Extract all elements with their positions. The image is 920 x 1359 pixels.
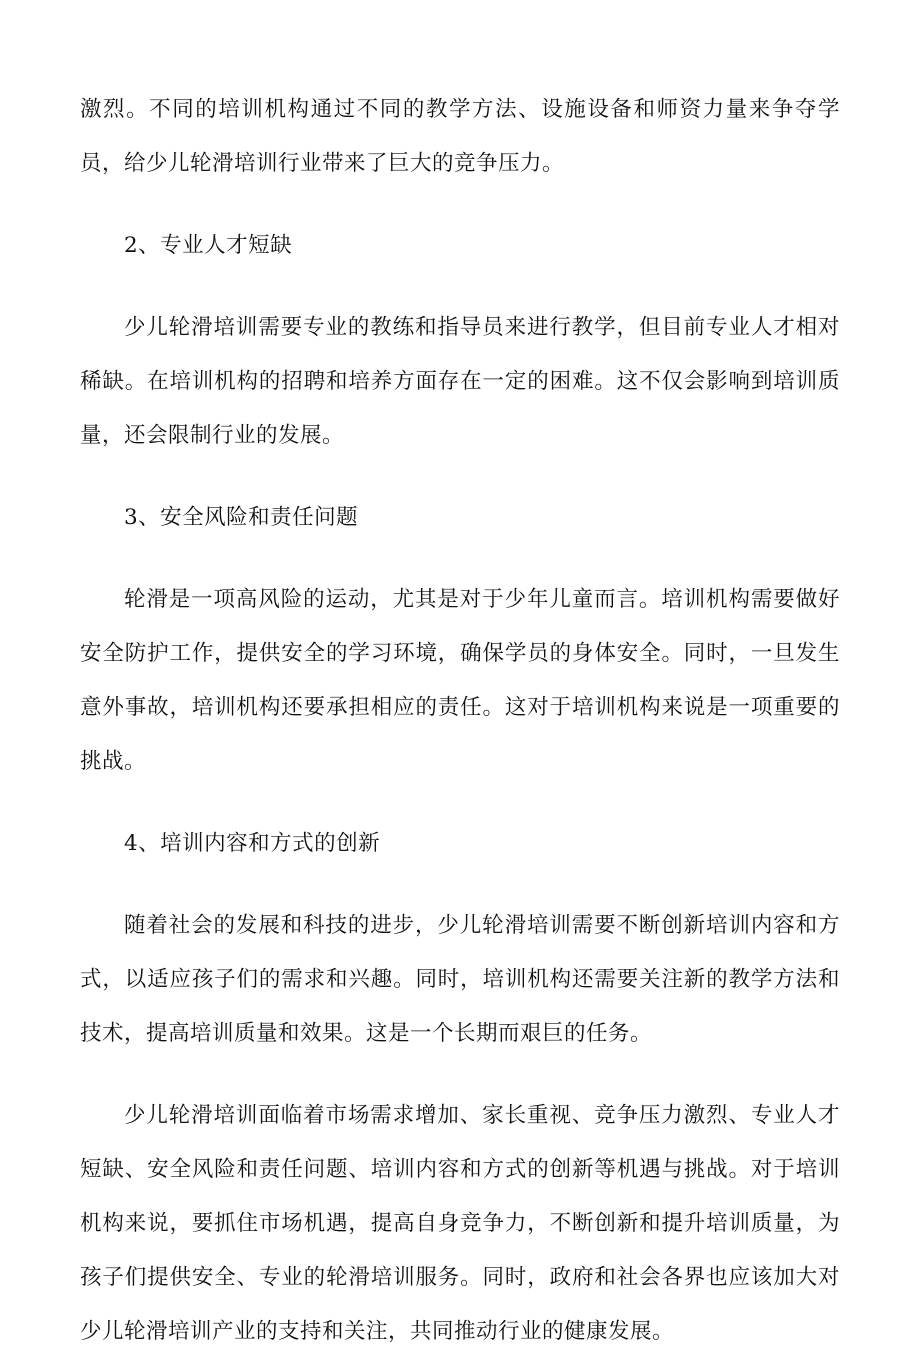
section-body-innovation: 随着社会的发展和科技的进步，少儿轮滑培训需要不断创新培训内容和方式，以适应孩子们的需求和兴趣。同时，培训机构还需要关注新的教学方法和技术，提高培训质量和效果。这是一个长期而艰巨的任务。 bbox=[80, 913, 840, 1046]
document-page bbox=[80, 83, 840, 1359]
section-heading-innovation: 4、培训内容和方式的创新 bbox=[124, 831, 381, 856]
section-body-safety-risk: 轮滑是一项高风险的运动，尤其是对于少年儿童而言。培训机构需要做好安全防护工作，提供安全的学习环境，确保学员的身体安全。同时，一旦发生意外事故，培训机构还要承担相应的责任。这对于培训机构来说是一项重要的挑战。 bbox=[80, 587, 840, 774]
spacer bbox=[80, 871, 840, 899]
spacer bbox=[80, 545, 840, 573]
spacer bbox=[80, 463, 840, 491]
spacer bbox=[80, 191, 840, 219]
section-heading-talent-shortage: 2、专业人才短缺 bbox=[124, 233, 293, 258]
spacer bbox=[80, 1061, 840, 1089]
section-body-talent-shortage: 少儿轮滑培训需要专业的教练和指导员来进行教学，但目前专业人才相对稀缺。在培训机构的招聘和培养方面存在一定的困难。这不仅会影响到培训质量，还会限制行业的发展。 bbox=[80, 315, 840, 448]
conclusion-paragraph: 少儿轮滑培训面临着市场需求增加、家长重视、竞争压力激烈、专业人才短缺、安全风险和责任问题、培训内容和方式的创新等机遇与挑战。对于培训机构来说，要抓住市场机遇，提高自身竞争力，不断创新和提升培训质量，为孩子们提供安全、专业的轮滑培训服务。同时，政府和社会各界也应该加大对少儿轮滑培训产业的支持和关注，共同推动行业的健康发展。 bbox=[80, 1103, 840, 1344]
intro-paragraph: 激烈。不同的培训机构通过不同的教学方法、设施设备和师资力量来争夺学员，给少儿轮滑培训行业带来了巨大的竞争压力。 bbox=[80, 97, 840, 176]
section-heading-safety-risk: 3、安全风险和责任问题 bbox=[124, 505, 359, 530]
spacer bbox=[80, 273, 840, 301]
spacer bbox=[80, 789, 840, 817]
